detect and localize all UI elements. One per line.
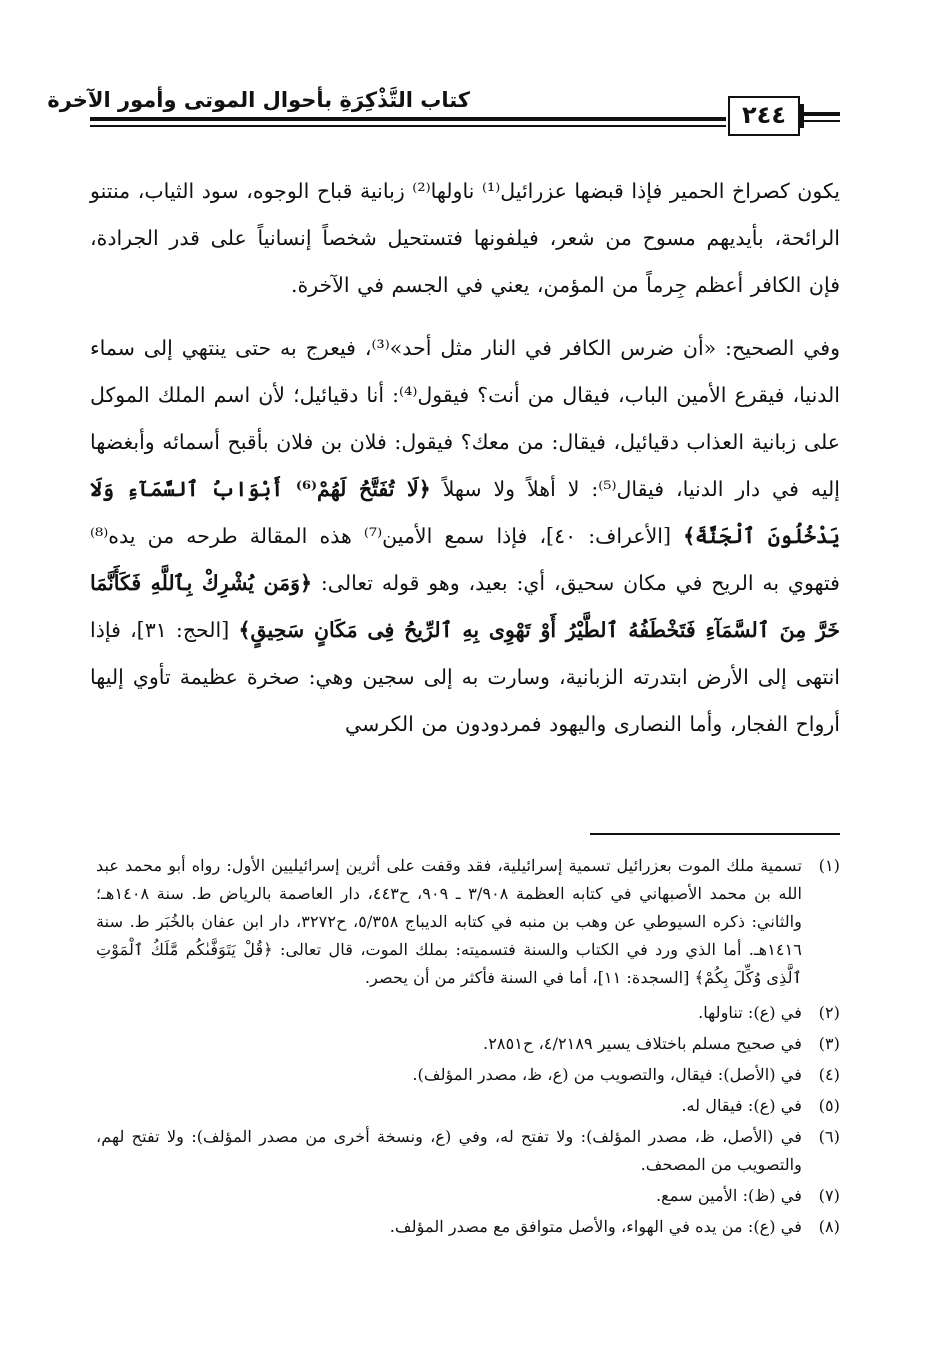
paragraph-2 (90, 325, 840, 748)
page-number: ٢٤٤ (728, 96, 800, 136)
header-rule-tail-thick (804, 112, 840, 116)
footnote-text: في صحيح مسلم باختلاف يسير ٤/٢١٨٩، ح٢٨٥١. (483, 1034, 802, 1053)
footnote-number: (٤) (818, 1065, 840, 1084)
footnote-text: في (ع): من يده في الهواء، والأصل متوافق مع مصدر المؤلف. (389, 1217, 802, 1236)
footnote-number: (٦) (818, 1127, 840, 1146)
running-title: كتاب التَّذْكِرَةِ بأحوال الموتى وأمور الآخرة (47, 88, 470, 112)
main-text (90, 168, 840, 748)
footnote-4 (96, 1061, 840, 1089)
footnote-number: (٨) (818, 1217, 840, 1236)
footnote-number: (٥) (818, 1096, 840, 1115)
footnote-text: في (ع): تناولها. (698, 1003, 802, 1022)
paragraph-2-part-a: وفي الصحيح: «أن ضرس الكافر في النار مثل أحد»⁽³⁾، فيعرج به حتى ينتهي إلى سماء الدنيا، فيقرع الأمين الباب، فيقال من أنت؟ فيقول⁽⁴⁾: أنا دقيائيل؛ لأن اسم الملك الموكل على زبانية العذاب دقيائيل، فيقال: من معك؟ فيقول: فلان بن فلان بأقبح أسمائه وأبغضها إليه في دار الدنيا، فيقال⁽⁵⁾: لا أهلاً ولا سهلاً (90, 336, 840, 501)
footnote-3 (96, 1030, 840, 1058)
quran-verse-araf: ﴿لَا تُفَتَّحُ لَهُمْ⁽⁶⁾ أَبْوَابُ ٱلسَّمَآءِ وَلَا يَدْخُلُونَ ٱلْجَنَّةَ﴾ (90, 477, 840, 548)
header-rule-thin (90, 125, 726, 127)
quran-verse-hajj: ﴿وَمَن يُشْرِكْ بِٱللَّهِ فَكَأَنَّمَا خَرَّ مِنَ ٱلسَّمَآءِ فَتَخْطَفُهُ ٱلطَّيْرُ أَوْ تَهْوِى بِهِ ٱلرِّيحُ فِى مَكَانٍ سَحِيقٍ﴾ (90, 571, 840, 642)
paragraph-2-part-b: [الأعراف: ٤٠]، فإذا سمع الأمين⁽⁷⁾ هذه المقالة طرحه من يده⁽⁸⁾ فتهوي به الريح في مكان سحيق، أي: بعيد، وهو قوله تعالى: (90, 524, 840, 595)
footnote-5 (96, 1092, 840, 1120)
footnote-number: (٧) (818, 1186, 840, 1205)
footnote-text: في (ع): فيقال له. (681, 1096, 802, 1115)
footnote-number: (١) (818, 856, 840, 875)
paragraph-2-part-c: [الحج: ٣١]، فإذا انتهى إلى الأرض ابتدرته الزبانية، وسارت به إلى سجين وهي: صخرة عظيمة تأوي إليها أرواح الفجار، وأما النصارى واليهود فمردودون من الكرسي (90, 618, 840, 736)
footnote-number: (٢) (818, 1003, 840, 1022)
header-rule-tail-thin (804, 120, 840, 122)
footnote-2 (96, 999, 840, 1027)
footnote-8 (96, 1213, 840, 1241)
page-number-bar (800, 104, 804, 128)
footnote-6 (96, 1123, 840, 1179)
footnote-text: في (ظ): الأمين سمع. (655, 1186, 802, 1205)
footnote-number: (٣) (818, 1034, 840, 1053)
footnote-1 (96, 852, 840, 992)
header-rule-thick (90, 117, 726, 121)
footnote-text: في (الأصل): فيقال، والتصويب من (ع، ظ، مصدر المؤلف). (412, 1065, 802, 1084)
footnote-7 (96, 1182, 840, 1210)
footnotes (96, 852, 840, 1244)
paragraph-1: يكون كصراخ الحمير فإذا قبضها عزرائيل⁽¹⁾ ناولها⁽²⁾ زبانية قباح الوجوه، سود الثياب، منتنو الرائحة، بأيديهم مسوح من شعر، فيلفونها فتستحيل شخصاً إنسانياً على قدر الجرادة، فإن الكافر أعظم جِرماً من المؤمن، يعني في الجسم في الآخرة. (90, 179, 840, 297)
footnote-text: تسمية ملك الموت بعزرائيل تسمية إسرائيلية، فقد وقفت على أثرين إسرائيليين الأول: رواه أبو محمد عبد الله بن محمد الأصبهاني في كتابه العظمة ٣/٩٠٨ ـ ٩٠٩، ح٤٤٣، دار العاصمة بالرياض ط. سنة ١٤٠٨هـ؛ والثاني: ذكره السيوطي عن وهب بن منبه في كتابه الديباج ٥/٣٥٨، ح٣٢٧٢، دار ابن عفان بالخُبَر ط. سنة ١٤١٦هـ. أما الذي ورد في الكتاب والسنة فتسميته: بملك الموت، قال تعالى: ﴿قُلْ يَتَوَفَّىٰكُم مَّلَكُ ٱلْمَوْتِ ٱلَّذِى وُكِّلَ بِكُمْ﴾ [السجدة: ١١]، أما في السنة فأكثر من أن يحصر. (96, 856, 802, 987)
footnote-text: في (الأصل، ظ، مصدر المؤلف): ولا تفتح له، وفي (ع، ونسخة أخرى من مصدر المؤلف): ولا تفتح لهم، والتصويب من المصحف. (96, 1127, 802, 1174)
footnote-separator (590, 833, 840, 835)
